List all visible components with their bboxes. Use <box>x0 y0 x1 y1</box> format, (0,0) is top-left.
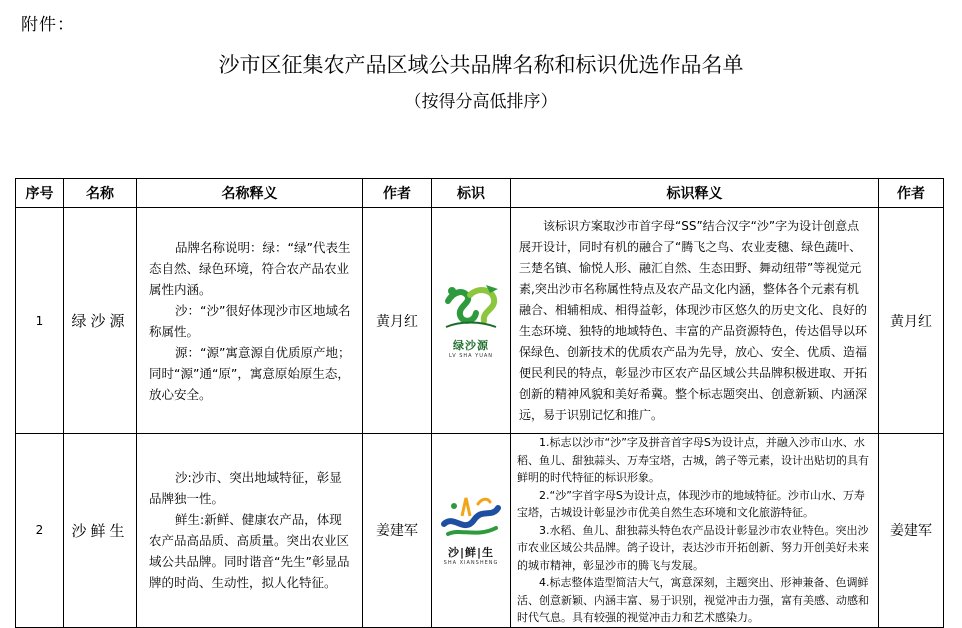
logo-caption: 沙|鲜|生 <box>447 546 495 560</box>
row-logo-author: 黄月红 <box>879 208 944 434</box>
row-logo-author: 姜建军 <box>879 434 944 628</box>
document-title: 沙市区征集农产品区域公共品牌名称和标识优选作品名单 <box>218 53 744 77</box>
row-logo <box>432 208 511 434</box>
name-meaning-paragraph: 沙：“沙”很好体现沙市区地域名称属性。 <box>149 302 351 339</box>
column-header-author: 作者 <box>363 179 432 208</box>
logo-meaning-paragraph: 3.水稻、鱼儿、甜独蒜头特色农产品设计彰显沙市农业特色。突出沙市农业区域公共品牌。鸽子设计，表达沙市开拓创新、努力开创美好未来的城市精神，彰显沙市的腾飞与发展。 <box>517 523 869 572</box>
attachment-label: 附件： <box>21 15 75 35</box>
table-header-row <box>16 179 944 208</box>
column-header-name: 名称 <box>64 179 137 208</box>
row-logo <box>432 434 511 628</box>
logo-meaning-paragraph: 1.标志以沙市“沙”字及拼音首字母S为设计点，并融入沙市山水、水稻、鱼儿、甜独蒜头、万寿宝塔，古城，鸽子等元素，设计出贴切的具有鲜明的时代特征的标识形象。 <box>517 436 869 484</box>
shaxiansheng-logo-icon <box>440 494 502 540</box>
table-row <box>16 208 944 434</box>
row-index: 2 <box>16 434 64 628</box>
column-header-logo-author: 作者 <box>879 179 944 208</box>
logo-caption: 绿沙源 <box>453 338 489 352</box>
row-name-meaning <box>137 434 363 628</box>
row-index: 1 <box>16 208 64 434</box>
logo-meaning-paragraph: 该标识方案取沙市首字母“SS”结合汉字“沙”字为设计创意点展开设计，同时有机的融合了“腾飞之鸟、农业麦穗、绿色蔬叶、三楚名镇、愉悦人形、融汇自然、生态田野、舞动纽带”等视觉元素,突出沙市名称属性特点及农产品文化内涵，整体各个元素有机融合、相辅相成、相得益彰，体现沙市区悠久的历史文化、良好的生态环境、独特的地域特色、丰富的产品资源特色，传达倡导以环保绿色、创新技术的优质农产品为先导，放心、安全、优质、造福便民利民的特点，彰显沙市区农产品区域公共品牌积极进取、开拓创新的精神风貌和美好希冀。整个标志题突出、创意新颖、内涵深远，易于识别记忆和推广。 <box>519 218 868 422</box>
table-row <box>16 434 944 628</box>
row-author: 姜建军 <box>363 434 432 628</box>
results-table <box>15 178 944 628</box>
column-header-logo-meaning: 标识释义 <box>511 179 879 208</box>
row-logo-meaning <box>511 208 879 434</box>
lvshayuan-logo-icon <box>440 283 502 333</box>
name-meaning-paragraph: 沙:沙市、突出地域特征，彰显品牌独一性。 <box>149 470 342 507</box>
logo-subcaption: SHA XIANSHENG <box>443 560 499 567</box>
logo-subcaption: LV SHA YUAN <box>448 352 494 359</box>
logo-meaning-paragraph: 2.“沙”字首字母S为设计点，体现沙市的地域特征。沙市山水、万寿宝塔，古城设计彰显沙市优美自然生态环境和文化旅游特征。 <box>517 488 865 519</box>
logo-meaning-paragraph: 4.标志整体造型简洁大气，寓意深刻，主题突出、形神兼备、色调鲜活、创意新颖、内涵丰富、易于识别，视觉冲击力强，富有美感、动感和时代气息。具有较强的视觉冲击力和艺术感染力。 <box>517 576 869 624</box>
row-name: 沙鲜生 <box>64 434 137 628</box>
row-author: 黄月红 <box>363 208 432 434</box>
name-meaning-paragraph: 鲜生:新鲜、健康农产品，体现农产品高品质、高质量。突出农业区域公共品牌。同时谐音“先生”彰显品牌的时尚、生动性，拟人化特征。 <box>149 512 350 591</box>
column-header-logo: 标识 <box>432 179 511 208</box>
document-subtitle: （按得分高低排序） <box>404 92 558 112</box>
column-header-index: 序号 <box>16 179 64 208</box>
row-name: 绿沙源 <box>64 208 137 434</box>
row-name-meaning <box>137 208 363 434</box>
column-header-name-meaning: 名称释义 <box>137 179 363 208</box>
row-logo-meaning <box>511 434 879 628</box>
name-meaning-paragraph: 品牌名称说明：绿：“绿”代表生态自然、绿色环境，符合农产品农业属性内涵。 <box>149 239 351 297</box>
name-meaning-paragraph: 源：“源”寓意源自优质原产地；同时“源”通“原”，寓意原始原生态，放心安全。 <box>149 344 351 402</box>
